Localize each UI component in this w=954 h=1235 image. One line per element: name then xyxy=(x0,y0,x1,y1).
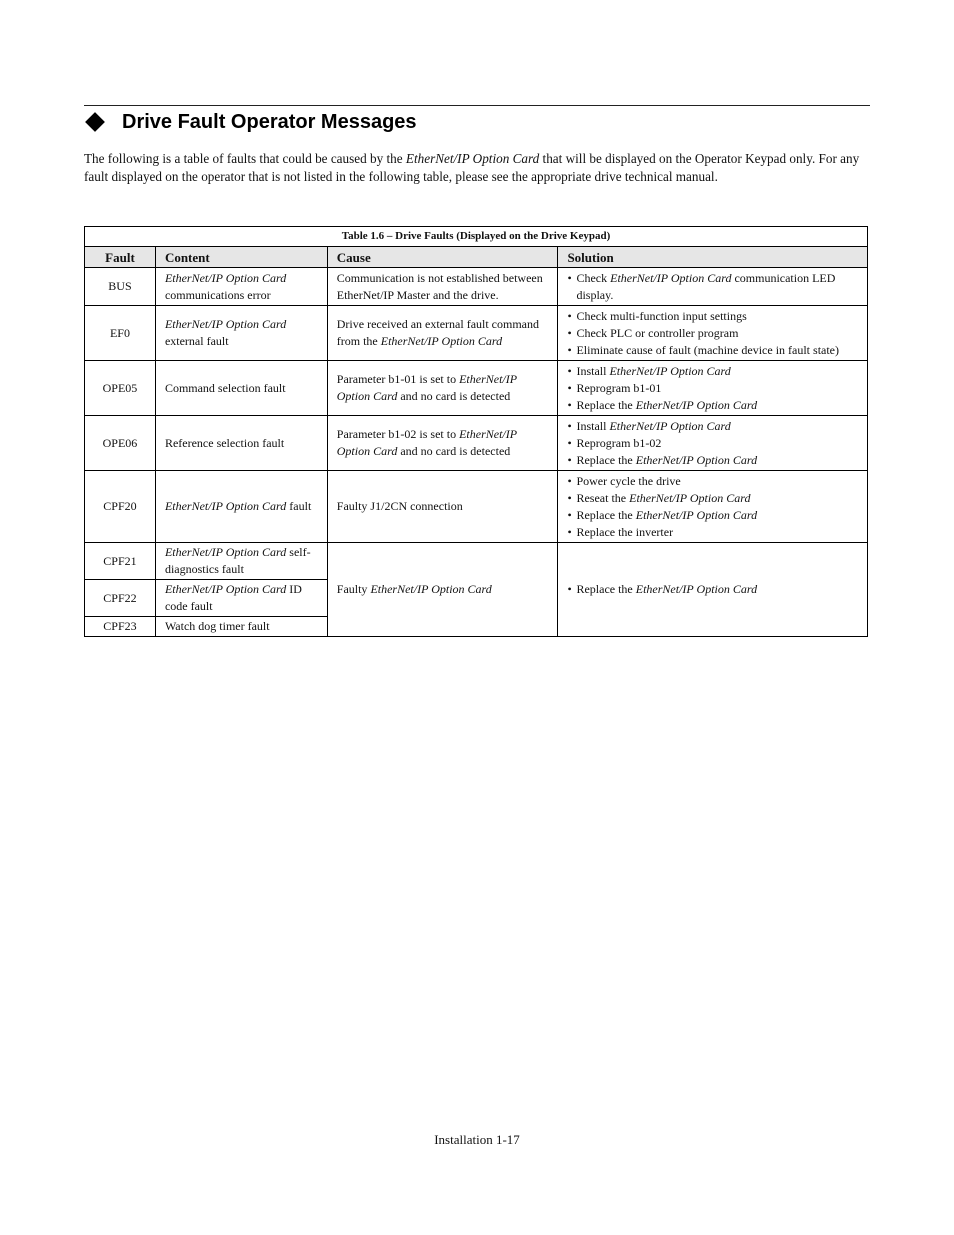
header-solution: Solution xyxy=(558,247,868,268)
drive-faults-table xyxy=(84,226,868,637)
fault-solution xyxy=(558,416,868,471)
fault-code: BUS xyxy=(85,268,156,306)
fault-cause: Parameter b1-02 is set to EtherNet/IP Option Card and no card is detected xyxy=(327,416,558,471)
fault-cause: Parameter b1-01 is set to EtherNet/IP Option Card and no card is detected xyxy=(327,361,558,416)
intro-paragraph xyxy=(84,150,874,185)
solution-item: • Replace the EtherNet/IP Option Card xyxy=(567,507,758,522)
fault-content: Command selection fault xyxy=(155,361,327,416)
solution-item: • Check EtherNet/IP Option Card communication LED display. xyxy=(567,270,836,302)
fault-cause: Faulty J1/2CN connection xyxy=(327,471,558,543)
solution-item: • Install EtherNet/IP Option Card xyxy=(567,363,731,378)
solution-item: • Reseat the EtherNet/IP Option Card xyxy=(567,490,751,505)
solution-item: • Replace the EtherNet/IP Option Card xyxy=(567,582,758,596)
solution-item: • Reprogram b1-02 xyxy=(567,435,662,450)
table-row xyxy=(85,543,868,580)
fault-content: EtherNet/IP Option Card communications error xyxy=(155,268,327,306)
table-caption: Table 1.6 – Drive Faults (Displayed on the Drive Keypad) xyxy=(85,227,868,247)
intro-text-2: that will be displayed on the Operator Keypad only. For any fault displayed on the operator that is not listed in the following table, please see the appropriate drive technical manual. xyxy=(84,151,860,184)
fault-content: EtherNet/IP Option Card fault xyxy=(155,471,327,543)
solution-item: • Replace the EtherNet/IP Option Card xyxy=(567,452,758,467)
header-content: Content xyxy=(155,247,327,268)
fault-content: Reference selection fault xyxy=(155,416,327,471)
table-header-row xyxy=(85,247,868,268)
diamond-bullet-icon xyxy=(85,112,105,132)
fault-content: EtherNet/IP Option Card external fault xyxy=(155,306,327,361)
fault-code: CPF22 xyxy=(85,580,156,617)
solution-item: • Replace the EtherNet/IP Option Card xyxy=(567,397,758,412)
fault-solution xyxy=(558,361,868,416)
solution-item: • Check multi-function input settings xyxy=(567,308,747,323)
solution-item: • Power cycle the drive xyxy=(567,473,681,488)
group-solution xyxy=(558,543,868,637)
fault-cause: Drive received an external fault command from the EtherNet/IP Option Card xyxy=(327,306,558,361)
fault-solution xyxy=(558,306,868,361)
table-row xyxy=(85,306,868,361)
table-row xyxy=(85,268,868,306)
fault-solution xyxy=(558,471,868,543)
table-row xyxy=(85,416,868,471)
header-fault: Fault xyxy=(85,247,156,268)
header-cause: Cause xyxy=(327,247,558,268)
solution-item: • Reprogram b1-01 xyxy=(567,380,662,395)
fault-content: EtherNet/IP Option Card ID code fault xyxy=(155,580,327,617)
fault-solution xyxy=(558,268,868,306)
header-rule xyxy=(84,105,870,106)
fault-code: CPF23 xyxy=(85,617,156,637)
fault-cause: Communication is not established between EtherNet/IP Master and the drive. xyxy=(327,268,558,306)
solution-item: • Eliminate cause of fault (machine device in fault state) xyxy=(567,342,840,357)
fault-code: OPE06 xyxy=(85,416,156,471)
fault-code: CPF21 xyxy=(85,543,156,580)
solution-item: • Replace the inverter xyxy=(567,524,674,539)
solution-item: • Check PLC or controller program xyxy=(567,325,739,340)
fault-content: Watch dog timer fault xyxy=(155,617,327,637)
section-heading xyxy=(84,109,417,135)
table-row xyxy=(85,361,868,416)
group-cause: Faulty EtherNet/IP Option Card xyxy=(327,543,558,637)
fault-code: OPE05 xyxy=(85,361,156,416)
fault-code: EF0 xyxy=(85,306,156,361)
intro-text-1: The following is a table of faults that could be caused by the xyxy=(84,151,406,166)
section-title: Drive Fault Operator Messages xyxy=(122,110,417,133)
page-footer: Installation 1-17 xyxy=(434,1132,520,1147)
fault-code: CPF20 xyxy=(85,471,156,543)
intro-card-name: EtherNet/IP Option Card xyxy=(405,151,540,166)
fault-content: EtherNet/IP Option Card self-diagnostics fault xyxy=(155,543,327,580)
table-row xyxy=(85,471,868,543)
solution-item: • Install EtherNet/IP Option Card xyxy=(567,418,731,433)
